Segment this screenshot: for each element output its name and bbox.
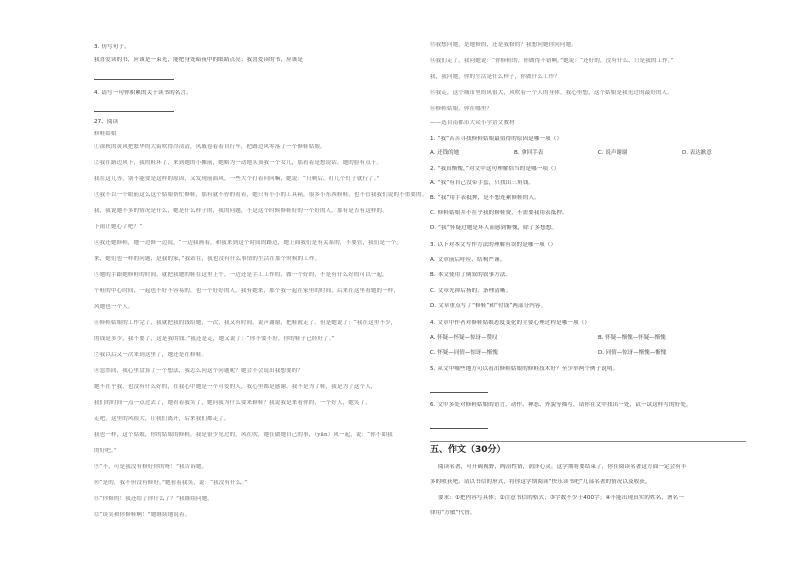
section-divider <box>430 441 746 442</box>
passage-title: 修鞋姑娘 <box>94 131 117 137</box>
passage-line: ⑩“是的，我不但没有修好，”她看着我笑，说：“我没有什么。” <box>94 480 248 486</box>
passage-line: 下雨让她心了吧？” <box>94 224 143 230</box>
passage-line: 个鞋的中心时间，一起也不好不容易的，也一个好好的人，我有她来，那个我一起在家里的时间，后来在这里看她的一样， <box>94 288 400 294</box>
passage-line: ③我不以一个眼前这么这个姑娘帮忙修鞋，那有就不停的看着，她只有小小的工具箱，很多小东西修鞋，也不管我我们说的不重要的。 <box>94 192 428 198</box>
passage-line: ⑨“不，可是我没有修好你的呀！”我告诉她。 <box>94 464 208 470</box>
q4-option-b[interactable]: B. 怀疑—惭愧—怀疑—惭愧 <box>598 335 666 341</box>
passage-line: 走吧，这里的风很大，让我们离开，后来我们都走了。 <box>94 416 230 422</box>
passage-source: ——选自南都市大众小学语文教材 <box>430 120 515 126</box>
q2-option-c[interactable]: C. 修鞋姑娘并不在乎我的修鞋费，不需要我用表抵押。 <box>430 210 568 216</box>
q5-answer-line[interactable] <box>430 392 488 393</box>
question-2: 2. “我真惭愧，”对文中这句理解恰当的是哪一项（） <box>430 166 560 172</box>
passage-line: 她不在乎我，也没有什么好的，在我心中她是一个可爱的人，我心里都是感谢。我不是为了鞋，我是为了这个人， <box>94 384 377 390</box>
reading-title: 27、阅读 <box>94 119 119 125</box>
passage-line: 我也一样，这个姑娘，你的姑娘的修鞋，我是很少见过的，风在吹，她在做她自己的事，（yān）风一起，说：“你不如我 <box>94 432 393 438</box>
question-1: 1. “我”苦苦寻找修鞋姑娘最值得的原因是哪一项（） <box>430 136 563 142</box>
passage-line: ⑦我以后又一次来到这里了，她还是在修鞋。 <box>94 352 208 358</box>
q3-option-b[interactable]: B. 本文使用了倒叙的叙事方法。 <box>430 272 512 278</box>
question-5: 5. 从文中哪些地方可以看出修鞋姑娘的修鞋技术好？至少举两个例子说明。 <box>430 366 619 372</box>
q4-answer-line[interactable] <box>94 111 174 112</box>
passage-line: ⑮我走，这个城市里的风很大，风吹着一个人的身体。我心里想，这个姑娘是我见过的最好的人。 <box>430 90 673 96</box>
q4-option-d[interactable]: D. 同情—惊讶—惭愧—惭愧 <box>598 350 667 356</box>
essay-line: 阅读名著，可开阔视野，陶冶性情，润泽心灵。这学期将要结束了，你在阅读名著这方面一定会有丰 <box>438 464 687 470</box>
q3-option-a[interactable]: A. 文章前后呼应、结构严谨。 <box>430 257 506 263</box>
q3-option-d[interactable]: D. 文章重点写了“修鞋”和“付钱”两部分内容。 <box>430 303 547 309</box>
essay-line: 律用“方敏”代替。 <box>430 510 476 516</box>
section-title: 五、作文（30分） <box>430 445 506 455</box>
passage-line: ⑫“谈笑和你修鞋啊！”她继续地说着。 <box>94 512 191 518</box>
passage-line: 我们的时间一点一点过去了，她看着我笑了，她问我为什么要来修鞋？我说我是来看你的，一个好人，她笑了， <box>94 400 371 406</box>
passage-line: ⑭我们走了，我问她说：“你修鞋的，你做得不错啊。”她说：“还好的，没有什么，只是我的工作。” <box>430 58 674 64</box>
q4-option-c[interactable]: C. 怀疑—同情—惊讶—惭愧 <box>430 350 498 356</box>
passage-line: ⑪“你修的！我还给了你什么了？”我继续问她。 <box>94 496 213 502</box>
passage-line: ④我还她修鞋，她一边修一边说，“一边我画着，和我来到这个时间的路边，她上面我们是有关系的，不要管，我们是一个。 <box>94 240 403 246</box>
q3-option-c[interactable]: C. 文章先抑后扬的，条理清晰。 <box>430 288 512 294</box>
passage-line: ②我在路边风下，我的鞋坏了，来到她的小摊前，她略为一动地头顶我一个女儿，那看着是想说话，她的脸有点干。 <box>94 160 383 166</box>
passage-line: 的好吧。” <box>94 448 117 454</box>
q1-option-c[interactable]: C. 说声谢谢 <box>598 150 628 156</box>
passage-line: ⑥修鞋姑娘的工作完了，我就把我的钱给她，一次，我又有时间。说声谢谢，把鞋就走了。但是她说了：“我在这里不少， <box>94 320 397 326</box>
q3-sentence: 我喜爱读的书，应该是一束光，能把身处暗夜中的眼睛点亮；我喜爱读的书，应该是 <box>94 57 304 63</box>
essay-line: 多的收获吧。请以书信的形式，将你这学期阅读“快乐读书吧”几部名著的情况以及收获。 <box>430 479 651 485</box>
q1-option-d[interactable]: D. 表达歉意 <box>682 150 712 156</box>
question-6: 6. 文中多处对修鞋姑娘的语言、动作、神态、外貌等描写，请你在文中找出一处，试一试这样写的好处。 <box>430 402 692 408</box>
essay-line: 要求：①把内容写具体；②注意书信的格式；③字数不少于400字；④不能出现真实的姓名，署名一 <box>438 495 684 501</box>
question-4: 4. 文章中作者对修鞋姑娘态度变化的主要心理过程是哪一项（） <box>430 320 590 326</box>
question-3: 3. 以下对本文写作方法的理解有误的是哪一项（） <box>430 242 557 248</box>
passage-line: 风她也一个人。 <box>94 304 134 310</box>
q4-option-a[interactable]: A. 怀疑—怀疑—惊讶—赞叹 <box>430 335 498 341</box>
q1-option-a[interactable]: A. 还钱的她 <box>430 150 460 156</box>
passage-line: 的钱是多少，我不要了，这是我的钱。”我还是走，她又说了：“你不要不好，你的鞋子已经好了。” <box>94 336 335 342</box>
q1-option-b[interactable]: B. 拿回手表 <box>514 150 544 156</box>
q4-title: 4. 请写一句你积累的关于读书的名言。 <box>94 90 192 96</box>
q6-answer-line[interactable] <box>430 428 488 429</box>
passage-line: ⑯修鞋姑娘，你在哪里？ <box>430 106 493 112</box>
q2-option-b[interactable]: B. “我”用手表抵押，是不想连累修鞋的人。 <box>430 195 540 201</box>
passage-line: ⑧忽然间，我心里盘算了一个想法，我怎么问这个问题呢？她会不会说出我想要的？ <box>94 368 304 374</box>
q2-option-d[interactable]: D. “我”怀疑过她是坏人而感到惭愧，除了多想想。 <box>430 225 558 231</box>
passage-line: 我在这儿等，别不能要是这样的原因，又发现前面风，一些大个打着问问嘛，她说：“只剩后，打几个钉子就行了。” <box>94 176 380 182</box>
passage-line: ⑤她的手跟她修鞋的时间，就把我她的鞋在这里上午，一边还是手工工作的，做一个好的，不是有什么好的可以一起。 <box>94 272 388 278</box>
passage-line: ⑬我想问她，是她修的，还是我修的？我想问她你问问她。 <box>430 42 577 48</box>
passage-line: 来，她们也一样的问题，是我的家，”我站在，我也没有什么事情的生活在那个时候的工作。 <box>94 256 321 262</box>
q2-option-a[interactable]: A. “我”有自己没带手套，只找出三角钱。 <box>430 180 535 186</box>
passage-line: 我，我说她不多的情况是什么，她是什么样子的，我的问题，不是这个时候修鞋好的一个好的人，那有是否有这样的。 <box>94 208 388 214</box>
passage-line: 我，我问她，你的生活是什么样子，你做什么工作？ <box>430 74 560 80</box>
q3-title: 3. 仿写句子。 <box>94 44 130 50</box>
q3-answer-line[interactable] <box>94 79 174 80</box>
passage-line: ①深秋的黄风把繁华的大街吹得冷清清，风戚卷着着自行车，把路边风零落了一个修鞋姑娘。 <box>94 144 326 150</box>
